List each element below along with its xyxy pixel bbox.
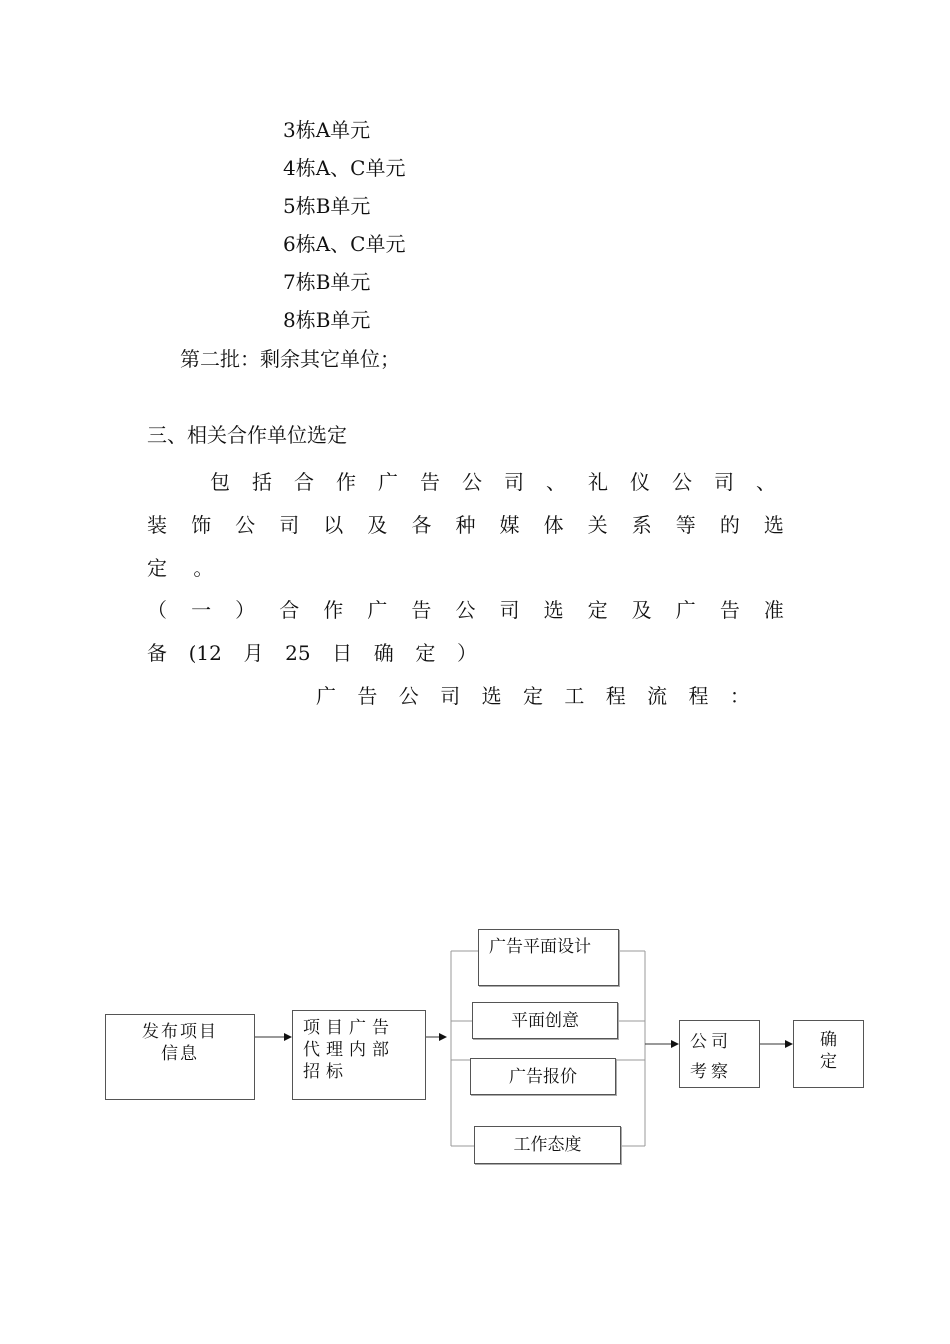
- flow-box-attitude: [474, 1126, 621, 1164]
- unit-line-6: 8栋B单元: [283, 308, 371, 332]
- flow-box-inspect-label: 公司考察: [690, 1032, 732, 1082]
- char: 司: [504, 470, 524, 494]
- flow-box-quote: [470, 1058, 616, 1095]
- unit-line-5: 7栋B单元: [283, 270, 371, 294]
- unit-line-2: 4栋A、C单元: [283, 156, 406, 180]
- char: 各: [411, 513, 432, 537]
- char: 公: [672, 470, 692, 494]
- char: 公: [235, 513, 256, 537]
- char: 告: [420, 470, 440, 494]
- char: 以: [323, 513, 344, 537]
- char: 流: [647, 684, 668, 708]
- unit-line-3: 5栋B单元: [283, 194, 371, 218]
- char: 备: [147, 641, 167, 665]
- char: 关: [587, 513, 608, 537]
- char: 合: [279, 598, 300, 622]
- char: ）: [235, 598, 256, 622]
- char: 广: [378, 470, 398, 494]
- char: 体: [543, 513, 564, 537]
- flow-box-quote-label: 广告报价: [509, 1067, 577, 1087]
- char: 饰: [191, 513, 212, 537]
- flow-box-confirm-label: 确定: [820, 1030, 837, 1072]
- char: 种: [455, 513, 476, 537]
- char: 月: [243, 641, 264, 665]
- char: 广: [675, 598, 696, 622]
- char: 的: [719, 513, 740, 537]
- flow-box-design: [478, 929, 619, 986]
- char: 装: [147, 513, 167, 537]
- section-heading: 三、相关合作单位选定: [147, 423, 347, 447]
- flow-box-bidding-label: 项目广告代理内部招标: [303, 1018, 395, 1082]
- char: (12: [188, 641, 222, 665]
- char: 司: [714, 470, 734, 494]
- char: 等: [675, 513, 696, 537]
- char: 广: [316, 684, 336, 708]
- flow-box-confirm: [793, 1020, 864, 1088]
- char: 、: [546, 470, 566, 494]
- flow-box-inspect: [679, 1020, 760, 1088]
- char: 、: [756, 470, 776, 494]
- flow-box-creative-label: 平面创意: [511, 1011, 579, 1031]
- char: 公: [462, 470, 482, 494]
- char: 公: [455, 598, 476, 622]
- char: 工: [564, 684, 585, 708]
- paragraph-line-3: 定 。: [147, 556, 224, 580]
- char: ）: [456, 641, 477, 665]
- char: 告: [411, 598, 432, 622]
- second-batch-line: 第二批：剩余其它单位；: [180, 347, 400, 371]
- char: 程: [605, 684, 626, 708]
- char: 一: [191, 598, 212, 622]
- char: 告: [357, 684, 378, 708]
- char: （: [147, 598, 167, 622]
- flow-box-publish-label: 发布项目信息: [142, 1022, 218, 1064]
- char: 定: [415, 641, 436, 665]
- char: 准: [763, 598, 784, 622]
- char: 包: [210, 470, 230, 494]
- char: 及: [367, 513, 388, 537]
- char: 礼: [588, 470, 608, 494]
- char: 选: [543, 598, 564, 622]
- flow-box-attitude-label: 工作态度: [513, 1135, 582, 1155]
- unit-line-4: 6栋A、C单元: [283, 232, 406, 256]
- char: 括: [252, 470, 272, 494]
- char: 定: [522, 684, 543, 708]
- char: 确: [373, 641, 394, 665]
- char: 作: [323, 598, 344, 622]
- flow-box-publish: [105, 1014, 255, 1100]
- char: 告: [719, 598, 740, 622]
- char: 公: [398, 684, 419, 708]
- char: 广: [367, 598, 388, 622]
- char: ：: [729, 684, 750, 708]
- char: 作: [336, 470, 356, 494]
- char: 25: [285, 641, 311, 665]
- flow-box-design-label: 广告平面设计: [489, 937, 591, 957]
- char: 选: [763, 513, 784, 537]
- char: 媒: [499, 513, 520, 537]
- char: 合: [294, 470, 314, 494]
- char: 仪: [630, 470, 650, 494]
- flow-box-creative: [472, 1002, 618, 1039]
- char: 司: [279, 513, 300, 537]
- char: 司: [499, 598, 520, 622]
- unit-line-1: 3栋A单元: [283, 118, 371, 142]
- char: 司: [440, 684, 461, 708]
- flow-box-bidding: [292, 1010, 426, 1100]
- char: 定: [587, 598, 608, 622]
- char: 选: [481, 684, 502, 708]
- char: 系: [631, 513, 652, 537]
- char: 及: [631, 598, 652, 622]
- char: 程: [688, 684, 709, 708]
- char: 日: [332, 641, 353, 665]
